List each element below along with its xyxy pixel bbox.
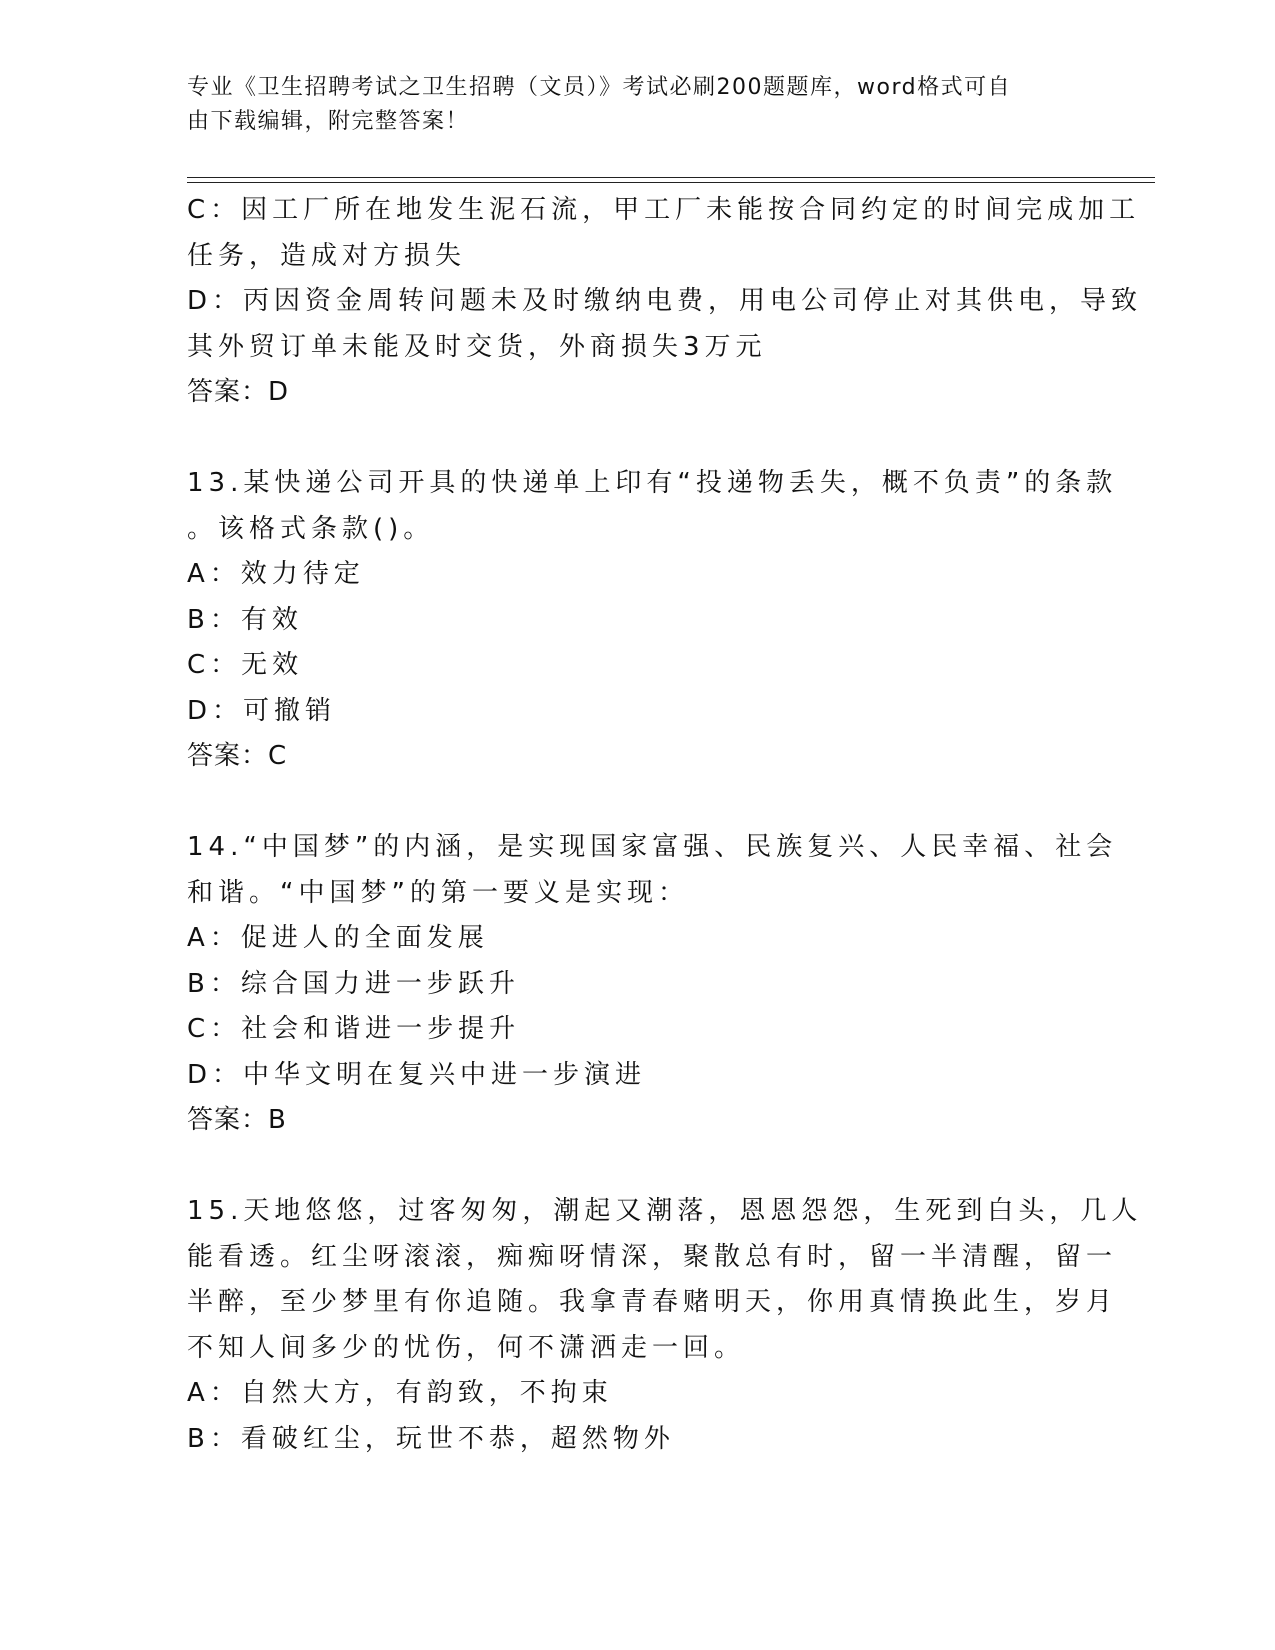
question-stem-continued: 不知人间多少的忧伤，何不潇洒走一回。	[187, 1332, 746, 1363]
header-rule-top	[187, 177, 1155, 178]
option-d-continued: 其外贸订单未能及时交货，外商损失3万元	[187, 331, 767, 362]
question-stem-continued: 和谐。“中国梦”的第一要义是实现：	[187, 877, 689, 908]
option-d: D：可撤销	[187, 695, 337, 726]
spacer	[187, 1144, 1087, 1190]
answer: 答案：D	[187, 377, 290, 407]
question-stem-continued: 半醉，至少梦里有你追随。我拿青春赌明天，你用真情换此生，岁月	[187, 1287, 1118, 1317]
question-14	[187, 825, 1118, 1144]
spacer	[187, 416, 1087, 462]
option-c: C：因工厂所在地发生泥石流，甲工厂未能按合同约定的时间完成加工	[187, 195, 1141, 225]
header-line-2: 由下载编辑，附完整答案！	[187, 109, 470, 134]
option-a: A：自然大方，有韵致，不拘束	[187, 1378, 613, 1408]
option-b: B：看破红尘，玩世不恭，超然物外	[187, 1423, 675, 1454]
spacer	[187, 780, 1087, 826]
option-c: C：无效	[187, 650, 304, 680]
question-15	[187, 1189, 1143, 1462]
question-stem: 14.“中国梦”的内涵，是实现国家富强、民族复兴、人民幸福、社会	[187, 832, 1118, 862]
option-a: A：效力待定	[187, 559, 365, 589]
option-c-continued: 任务，造成对方损失	[187, 240, 467, 271]
document-header	[187, 71, 1067, 139]
question-stem-continued: 。该格式条款()。	[187, 513, 435, 544]
option-d: D：丙因资金周转问题未及时缴纳电费，用电公司停止对其供电，导致	[187, 286, 1143, 316]
option-d: D：中华文明在复兴中进一步演进	[187, 1059, 647, 1090]
question-stem: 13.某快递公司开具的快递单上印有“投递物丢失，概不负责”的条款	[187, 468, 1118, 498]
question-12-tail	[187, 188, 1143, 416]
header-rule-bottom	[187, 182, 1155, 183]
document-body	[187, 188, 1143, 1462]
option-a: A：促进人的全面发展	[187, 923, 489, 953]
header-line-1: 专业《卫生招聘考试之卫生招聘（文员）》考试必刷200题题库，word格式可自	[187, 75, 1012, 100]
question-13	[187, 461, 1118, 780]
answer: 答案：C	[187, 741, 288, 771]
option-b: B：综合国力进一步跃升	[187, 968, 520, 999]
question-stem: 15.天地悠悠，过客匆匆，潮起又潮落，恩恩怨怨，生死到白头，几人	[187, 1196, 1143, 1226]
option-c: C：社会和谐进一步提升	[187, 1014, 521, 1044]
answer: 答案：B	[187, 1105, 287, 1135]
option-b: B：有效	[187, 604, 303, 635]
question-stem-continued: 能看透。红尘呀滚滚，痴痴呀情深，聚散总有时，留一半清醒，留一	[187, 1241, 1118, 1272]
